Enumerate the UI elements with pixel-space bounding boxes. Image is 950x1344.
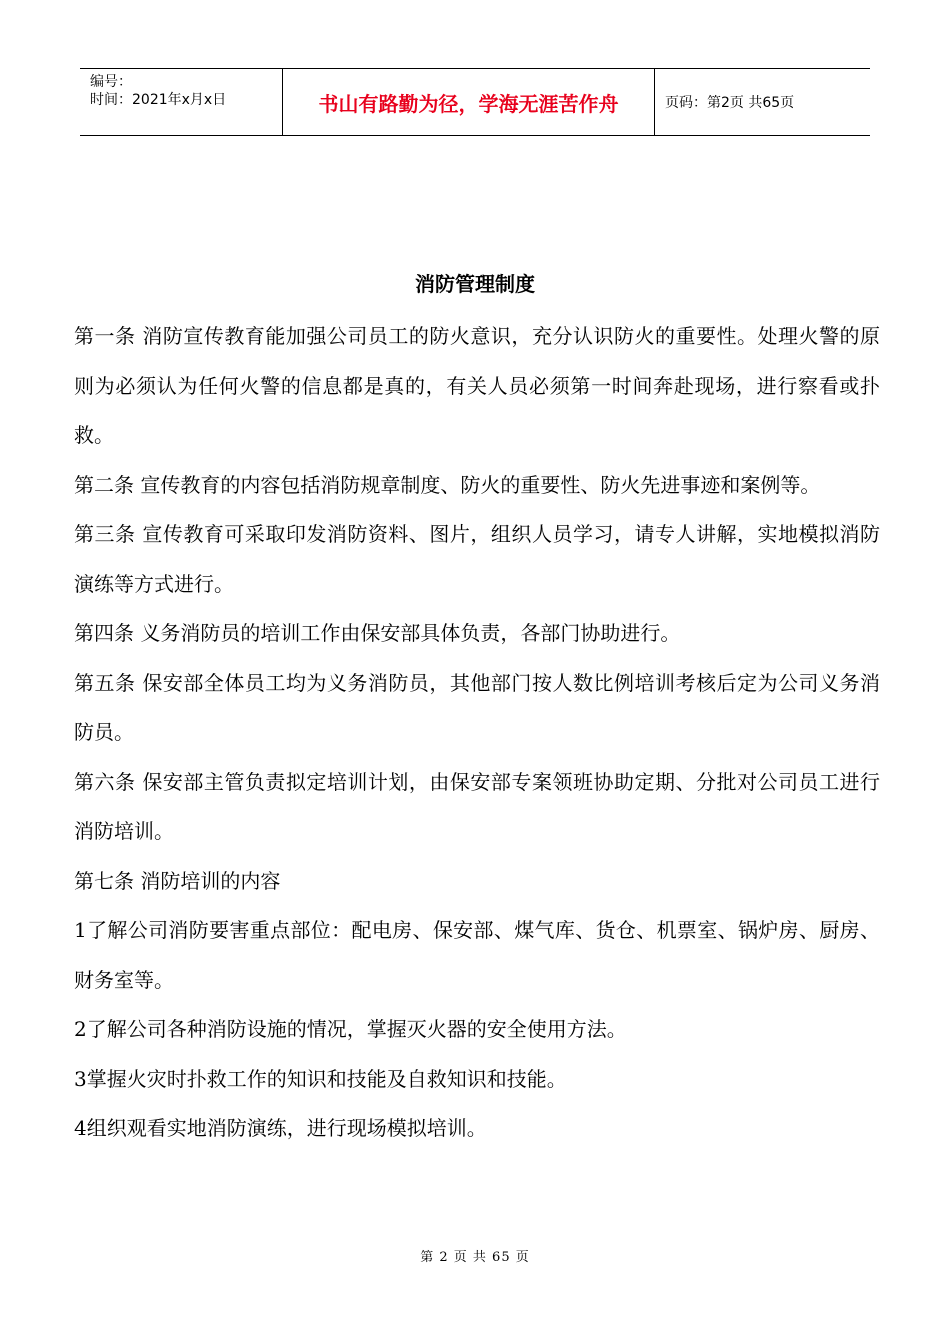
document-body	[74, 312, 880, 1154]
document-title: 消防管理制度	[415, 272, 535, 296]
article-6: 第六条 保安部主管负责拟定培训计划，由保安部专案领班协助定期、分批对公司员工进行消防培训。	[74, 769, 880, 843]
header-page-code: 页码：第2页 共65页	[665, 95, 795, 111]
article-3: 第三条 宣传教育可采取印发消防资料、图片，组织人员学习，请专人讲解，实地模拟消防演练等方式进行。	[74, 522, 880, 596]
document-number-label: 编号：	[90, 74, 132, 90]
page-footer: 第 2 页 共 65 页	[420, 1250, 530, 1265]
training-item-3: 3掌握火灾时扑救工作的知识和技能及自救知识和技能。	[74, 1066, 567, 1091]
training-item-2: 2了解公司各种消防设施的情况，掌握灭火器的安全使用方法。	[74, 1017, 627, 1041]
article-4: 第四条 义务消防员的培训工作由保安部具体负责，各部门协助进行。	[74, 621, 681, 645]
page-header	[80, 68, 870, 136]
header-motto: 书山有路勤为径，学海无涯苦作舟	[282, 69, 655, 135]
article-2: 第二条 宣传教育的内容包括消防规章制度、防火的重要性、防火先进事迹和案例等。	[74, 472, 821, 497]
training-item-1: 1了解公司消防要害重点部位：配电房、保安部、煤气库、货仓、机票室、锅炉房、厨房、财务室等。	[74, 918, 880, 992]
article-5: 第五条 保安部全体员工均为义务消防员，其他部门按人数比例培训考核后定为公司义务消防员。	[74, 670, 880, 744]
article-1: 第一条 消防宣传教育能加强公司员工的防火意识，充分认识防火的重要性。处理火警的原则为必须认为任何火警的信息都是真的，有关人员必须第一时间奔赴现场，进行察看或扑救。	[74, 324, 880, 447]
article-7: 第七条 消防培训的内容	[74, 868, 281, 893]
header-meta	[80, 69, 282, 135]
document-time-label: 时间：2021年x月x日	[90, 92, 227, 108]
training-item-4: 4组织观看实地消防演练，进行现场模拟培训。	[74, 1116, 487, 1140]
